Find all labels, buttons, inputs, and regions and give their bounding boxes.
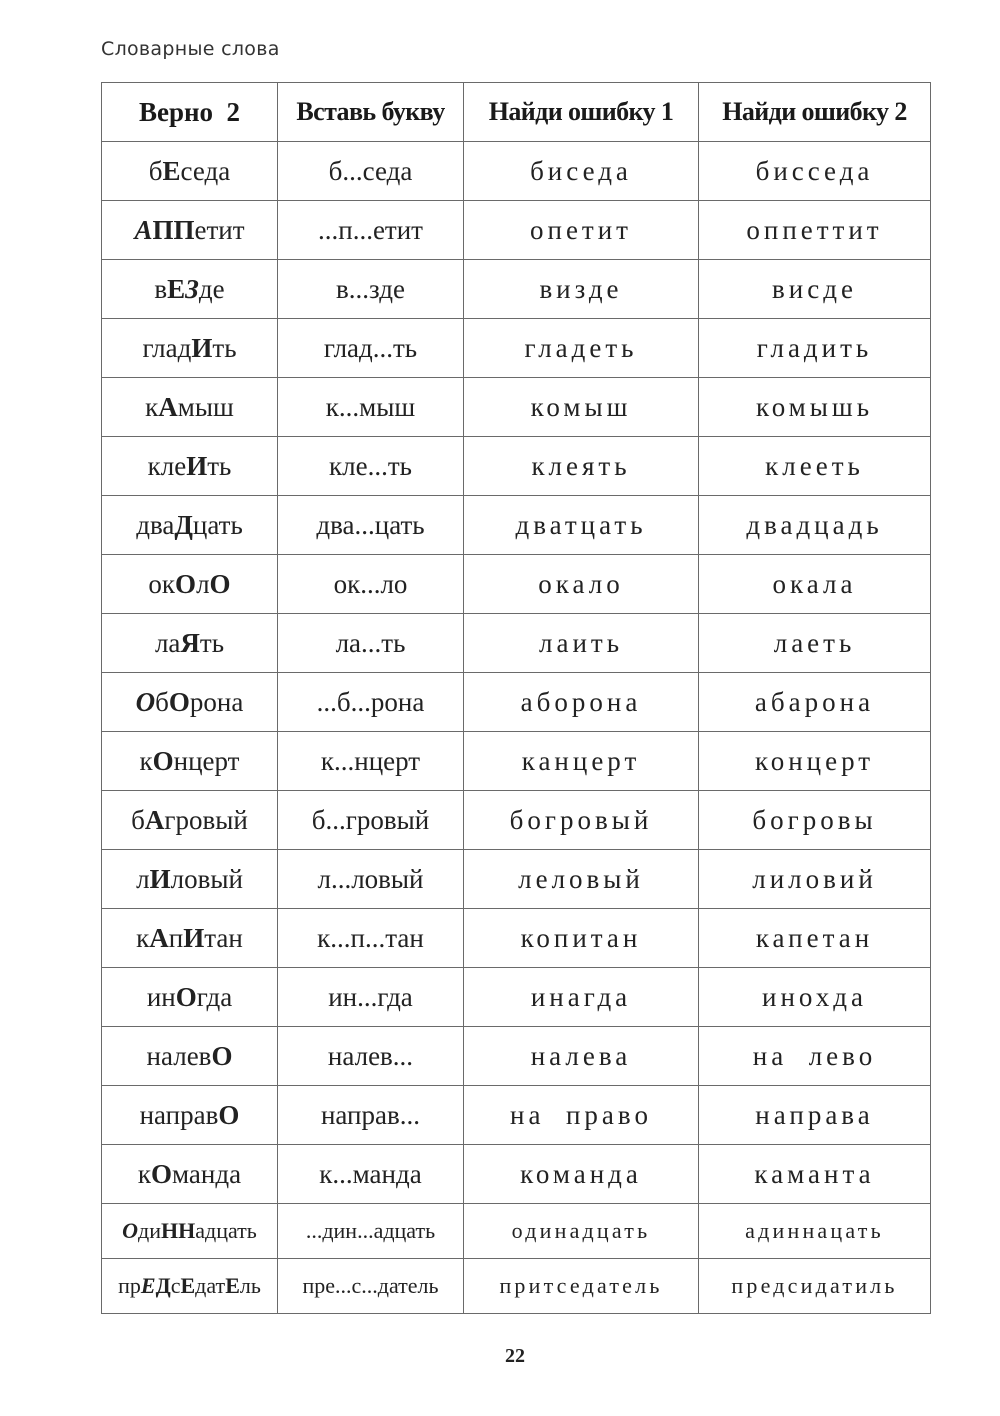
table-row [102, 1259, 931, 1314]
word-fragment: гда [196, 981, 233, 1012]
highlighted-letter: О [175, 568, 197, 599]
word-fragment: рона [189, 686, 244, 717]
table-row [102, 968, 931, 1027]
highlighted-letter: А [158, 391, 178, 422]
find-error-1-cell: гладеть [464, 319, 699, 378]
highlighted-letter: И [191, 332, 213, 363]
table-row [102, 142, 931, 201]
find-error-1-cell: команда [464, 1145, 699, 1204]
find-error-1-cell: биседа [464, 142, 699, 201]
correct-word-cell [102, 1259, 278, 1314]
word-fragment: де [198, 273, 225, 304]
find-error-1-cell: притседатель [464, 1259, 699, 1314]
insert-letter-cell: б...седа [278, 142, 464, 201]
insert-letter-cell: ок...ло [278, 555, 464, 614]
highlighted-letter: И [183, 922, 205, 953]
highlighted-letter: Е [225, 1273, 240, 1298]
find-error-1-cell: одинадцать [464, 1204, 699, 1259]
find-error-1-cell: налева [464, 1027, 699, 1086]
word-fragment: мыш [177, 391, 234, 422]
find-error-2-cell: направа [699, 1086, 931, 1145]
find-error-2-cell: абарона [699, 673, 931, 732]
table-row [102, 378, 931, 437]
table-row [102, 1204, 931, 1259]
word-fragment: адцать [195, 1218, 257, 1243]
highlighted-letter: О [151, 1158, 173, 1189]
find-error-1-cell: на право [464, 1086, 699, 1145]
highlighted-letter: Е [162, 155, 181, 186]
find-error-2-cell: гладить [699, 319, 931, 378]
correct-word-cell [102, 1086, 278, 1145]
word-fragment: два [136, 509, 175, 540]
insert-letter-cell: к...манда [278, 1145, 464, 1204]
correct-word-cell [102, 260, 278, 319]
insert-letter-cell: к...п...тан [278, 909, 464, 968]
highlighted-letter: О [168, 686, 190, 717]
table-row [102, 201, 931, 260]
insert-letter-cell: к...нцерт [278, 732, 464, 791]
table-row [102, 850, 931, 909]
word-fragment: дат [195, 1273, 226, 1298]
insert-letter-cell: ...б...рона [278, 673, 464, 732]
find-error-1-cell: леловый [464, 850, 699, 909]
highlighted-letter: Д [155, 1273, 171, 1298]
correct-word-cell [102, 732, 278, 791]
highlighted-letter: Е [140, 1273, 156, 1298]
find-error-2-cell: концерт [699, 732, 931, 791]
highlighted-letter: О [218, 1099, 240, 1130]
word-fragment: глад [142, 332, 192, 363]
highlighted-letter: Д [174, 509, 193, 540]
find-error-2-cell: предсидатиль [699, 1259, 931, 1314]
table-row [102, 496, 931, 555]
find-error-1-cell: визде [464, 260, 699, 319]
insert-letter-cell: к...мыш [278, 378, 464, 437]
word-fragment: нцерт [173, 745, 240, 776]
find-error-1-cell: копитан [464, 909, 699, 968]
correct-word-cell [102, 496, 278, 555]
word-fragment: направ [139, 1099, 219, 1130]
table-row [102, 1145, 931, 1204]
insert-letter-cell: ин...гда [278, 968, 464, 1027]
highlighted-letter: ПП [152, 214, 195, 245]
word-fragment: л [136, 863, 150, 894]
table-row [102, 555, 931, 614]
header-insert-letter: Вставь букву [278, 83, 464, 142]
correct-word-cell [102, 319, 278, 378]
highlighted-letter: И [186, 450, 208, 481]
page-header: Словарные слова [101, 38, 280, 60]
find-error-1-cell: аборона [464, 673, 699, 732]
word-fragment: ла [154, 627, 181, 658]
word-fragment: ть [199, 627, 225, 658]
find-error-1-cell: клеять [464, 437, 699, 496]
insert-letter-cell: пре...с...датель [278, 1259, 464, 1314]
find-error-1-cell: опетит [464, 201, 699, 260]
table-row [102, 614, 931, 673]
header-find-error-2: Найди ошибку 2 [699, 83, 931, 142]
highlighted-letter: НН [161, 1218, 196, 1243]
correct-word-cell [102, 378, 278, 437]
table-row [102, 260, 931, 319]
correct-word-cell [102, 614, 278, 673]
word-fragment: тан [204, 922, 243, 953]
word-fragment: к [136, 922, 150, 953]
table-row [102, 673, 931, 732]
correct-word-cell [102, 555, 278, 614]
find-error-2-cell: инохда [699, 968, 931, 1027]
word-fragment: с [170, 1273, 181, 1298]
word-fragment: ловый [170, 863, 243, 894]
insert-letter-cell: л...ловый [278, 850, 464, 909]
table-row [102, 1027, 931, 1086]
find-error-2-cell: капетан [699, 909, 931, 968]
word-fragment: пр [118, 1273, 141, 1298]
highlighted-letter: О [152, 745, 174, 776]
table-body [102, 142, 931, 1314]
correct-word-cell [102, 201, 278, 260]
insert-letter-cell: глад...ть [278, 319, 464, 378]
correct-word-cell [102, 1204, 278, 1259]
vocabulary-table [101, 82, 931, 1314]
word-fragment: манда [172, 1158, 242, 1189]
word-fragment: п [168, 922, 184, 953]
word-fragment: етит [194, 214, 245, 245]
highlighted-letter: И [149, 863, 171, 894]
find-error-1-cell: инагда [464, 968, 699, 1027]
insert-letter-cell: в...зде [278, 260, 464, 319]
correct-word-cell [102, 142, 278, 201]
find-error-2-cell: оппеттит [699, 201, 931, 260]
insert-letter-cell: два...цать [278, 496, 464, 555]
word-fragment: гровый [164, 804, 248, 835]
word-fragment: б [148, 155, 163, 186]
highlighted-letter: О [122, 1218, 139, 1243]
table-row [102, 791, 931, 850]
header-find-error-1: Найди ошибку 1 [464, 83, 699, 142]
table-header-row [102, 83, 931, 142]
highlighted-letter: А [144, 804, 165, 835]
find-error-2-cell: комышь [699, 378, 931, 437]
table-row [102, 437, 931, 496]
find-error-1-cell: дватцать [464, 496, 699, 555]
highlighted-letter: О [135, 686, 156, 717]
correct-word-cell [102, 909, 278, 968]
highlighted-letter: З [185, 273, 199, 304]
word-fragment: налев [146, 1040, 212, 1071]
find-error-1-cell: лаить [464, 614, 699, 673]
highlighted-letter: Я [180, 627, 200, 658]
table-row [102, 732, 931, 791]
word-fragment: цать [192, 509, 243, 540]
insert-letter-cell: ...дин...адцать [278, 1204, 464, 1259]
word-fragment: седа [180, 155, 231, 186]
correct-word-cell [102, 437, 278, 496]
word-fragment: ди [138, 1218, 162, 1243]
page-number: 22 [505, 1345, 525, 1367]
word-fragment: ть [207, 450, 232, 481]
highlighted-letter: А [149, 922, 169, 953]
highlighted-letter: Е [167, 273, 186, 304]
find-error-1-cell: богровый [464, 791, 699, 850]
find-error-2-cell: каманта [699, 1145, 931, 1204]
correct-word-cell [102, 1145, 278, 1204]
insert-letter-cell: ла...ть [278, 614, 464, 673]
correct-word-cell [102, 673, 278, 732]
find-error-2-cell: лаеть [699, 614, 931, 673]
find-error-2-cell: бисседа [699, 142, 931, 201]
header-correct: Верно 2 [102, 83, 278, 142]
word-fragment: к [145, 391, 159, 422]
highlighted-letter: О [211, 1040, 233, 1071]
find-error-2-cell: адиннацать [699, 1204, 931, 1259]
word-fragment: л [196, 568, 210, 599]
find-error-2-cell: окала [699, 555, 931, 614]
highlighted-letter: О [209, 568, 231, 599]
find-error-2-cell: лиловий [699, 850, 931, 909]
word-fragment: б [131, 804, 145, 835]
insert-letter-cell: кле...ть [278, 437, 464, 496]
insert-letter-cell: б...гровый [278, 791, 464, 850]
correct-word-cell [102, 850, 278, 909]
insert-letter-cell: направ... [278, 1086, 464, 1145]
word-fragment: к [137, 1158, 152, 1189]
find-error-2-cell: висде [699, 260, 931, 319]
word-fragment: б [155, 686, 169, 717]
find-error-2-cell: на лево [699, 1027, 931, 1086]
insert-letter-cell: ...п...етит [278, 201, 464, 260]
word-fragment: ль [239, 1273, 261, 1298]
find-error-2-cell: богровы [699, 791, 931, 850]
word-fragment: ин [146, 981, 176, 1012]
highlighted-letter: О [175, 981, 197, 1012]
table-row [102, 319, 931, 378]
find-error-1-cell: окало [464, 555, 699, 614]
highlighted-letter: А [134, 214, 153, 245]
table-row [102, 1086, 931, 1145]
find-error-1-cell: канцерт [464, 732, 699, 791]
word-fragment: кле [147, 450, 187, 481]
highlighted-letter: Е [180, 1273, 196, 1298]
correct-word-cell [102, 968, 278, 1027]
word-fragment: ок [148, 568, 176, 599]
find-error-2-cell: клееть [699, 437, 931, 496]
table-row [102, 909, 931, 968]
word-fragment: ть [212, 332, 237, 363]
word-fragment: в [154, 273, 168, 304]
correct-word-cell [102, 1027, 278, 1086]
word-fragment: к [139, 745, 153, 776]
find-error-2-cell: двадцадь [699, 496, 931, 555]
insert-letter-cell: налев... [278, 1027, 464, 1086]
correct-word-cell [102, 791, 278, 850]
find-error-1-cell: комыш [464, 378, 699, 437]
